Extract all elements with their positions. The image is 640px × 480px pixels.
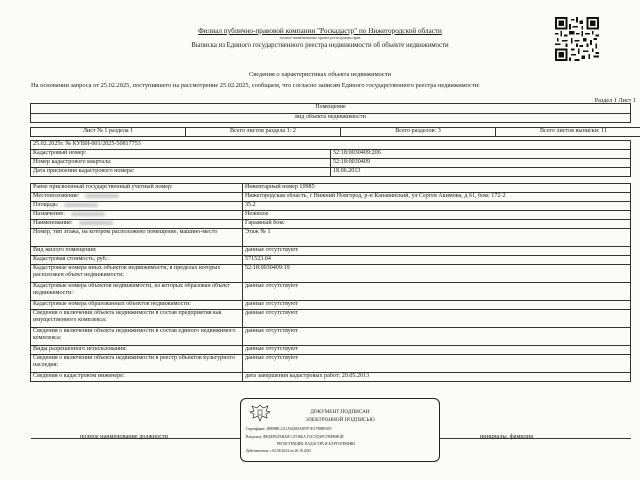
position-caption: полное наименование должности [80,433,168,440]
field-value: данные отсутствуют [243,328,631,346]
stamp-title-2: ЭЛЕКТРОННОЙ ПОДПИСЬЮ [305,417,375,423]
field-label-text: Местоположение: [33,193,80,199]
field-value: данные отсутствуют [243,301,631,310]
field-label-text: Назначение: [33,211,65,217]
field-label: Кадастровые номера образованных объектов недвижимости: [31,301,243,310]
redaction-mark [85,194,119,198]
sheets-total: Всего листов выписки: 11 [496,128,640,137]
field-value: данные отсутствуют [243,346,631,355]
qr-code-icon [555,17,599,61]
field-label: Сведения о включении объекта недвижимости в состав единого недвижимого комплекса: [31,328,243,346]
field-label [31,202,243,211]
field-value: данные отсутствуют [243,283,631,301]
field-label: Сведения о включении объекта недвижимости в реестр объектов культурного наследия: [31,355,243,373]
field-label: Номер кадастрового квартала: [31,159,331,168]
property-table-1 [30,140,631,177]
field-label [31,220,243,229]
field-label: Дата присвоения кадастрового номера: [31,168,331,177]
field-value: 52:18:0030409 [331,159,631,168]
field-value: данные отсутствуют [243,355,631,373]
redaction-mark [79,221,113,225]
initials-caption: инициалы, фамилия [480,433,533,440]
stamp-validity: Действителен: с 02.08.2024 по 26.10.2025 [246,449,312,453]
field-value: 35.2 [243,202,631,211]
field-value: 571523.04 [243,256,631,265]
field-label: Кадастровые номера иных объектов недвижимости, в пределах которых расположен объект недвижимости: [31,265,243,283]
organization-caption: полное наименование органа регистрации прав [279,35,361,40]
organization-name: Филиал публично-правовой компании "Роскадастр" по Нижегородской области [198,27,442,35]
sections-total: Всего разделов: 3 [341,128,496,137]
field-label [31,211,243,220]
stamp-owner-2: РЕГИСТРАЦИИ, КАДАСТРА И КАРТОГРАФИИ [277,442,355,446]
field-value: данные отсутствуют [243,247,631,256]
field-label: Номер, тип этажа, на котором расположено помещение, машино-место [31,229,243,247]
field-value: Нижегородская область, г Нижний Новгород, р-н Канавинский, ул Сергея Акимова, д 61, бокс 172-2 [243,193,631,202]
field-label: Кадастровая стоимость, руб.: [31,256,243,265]
field-label: Вид жилого помещения: [31,247,243,256]
field-label: Сведения о включении объекта недвижимости в состав предприятия как имущественного комплекса: [31,310,243,328]
field-label: Ранее присвоенный государственный учетный номер: [31,184,243,193]
sheet-number: Лист № 1 раздела 1 [31,128,186,137]
field-label: Кадастровые номера объектов недвижимости, из которых образован объект недвижимости: [31,283,243,301]
sheets-in-section: Всего листов раздела 1: 2 [186,128,341,137]
document-title: Выписка из Единого государственного реестра недвижимости об объекте недвижимости [191,42,449,49]
stamp-owner: Владелец: ФЕДЕРАЛЬНАЯ СЛУЖБА ГОСУДАРСТВЕННОЙ [246,435,344,439]
property-table-2 [30,183,631,382]
field-label: Сведения о кадастровом инженере: [31,373,243,382]
redaction-mark [71,212,105,216]
field-value: Гаражный бокс [243,220,631,229]
intro-text: На основании запроса от 25.02.2025, поступившего на рассмотрение 25.02.2025, сообщаем, что согласно записям Единого государственного реестра недвижимости: [31,82,480,89]
field-value: данные отсутствуют [243,310,631,328]
field-label-text: Площадь: [33,202,59,208]
redaction-mark [64,203,98,207]
field-label [31,193,243,202]
field-value: 52:18:0030409:19 [243,265,631,283]
field-label: Виды разрешенного использования: [31,346,243,355]
field-value: дата завершения кадастровых работ: 20.05.2013 [243,373,631,382]
document-number: 25.02.2025г. № КУВИ-001/2025-50817753 [31,141,631,150]
field-value: Нежилое [243,211,631,220]
object-type-caption: вид объекта недвижимости [31,114,631,123]
field-value: 18.06.2013 [331,168,631,177]
field-value: Инвентарный номер 10985 [243,184,631,193]
field-value: Этаж № 1 [243,229,631,247]
field-label-text: Наименование: [33,220,73,226]
object-type-table [30,103,631,123]
stamp-certificate: Сертификат: 00898BC2A1A02384A097F1E2798BE9E9 [246,427,332,431]
sheet-info-table [30,127,640,137]
field-label: Кадастровый номер: [31,150,331,159]
section-title: Сведения о характеристиках объекта недвижимости [248,71,392,78]
stamp-title-1: ДОКУМЕНТ ПОДПИСАН [310,409,370,415]
sheet-label: Раздел 1 Лист 1 [594,97,636,104]
field-value: 52:18:0030409:206 [331,150,631,159]
electronic-signature-stamp [240,398,440,462]
object-type: Помещение [31,104,631,114]
